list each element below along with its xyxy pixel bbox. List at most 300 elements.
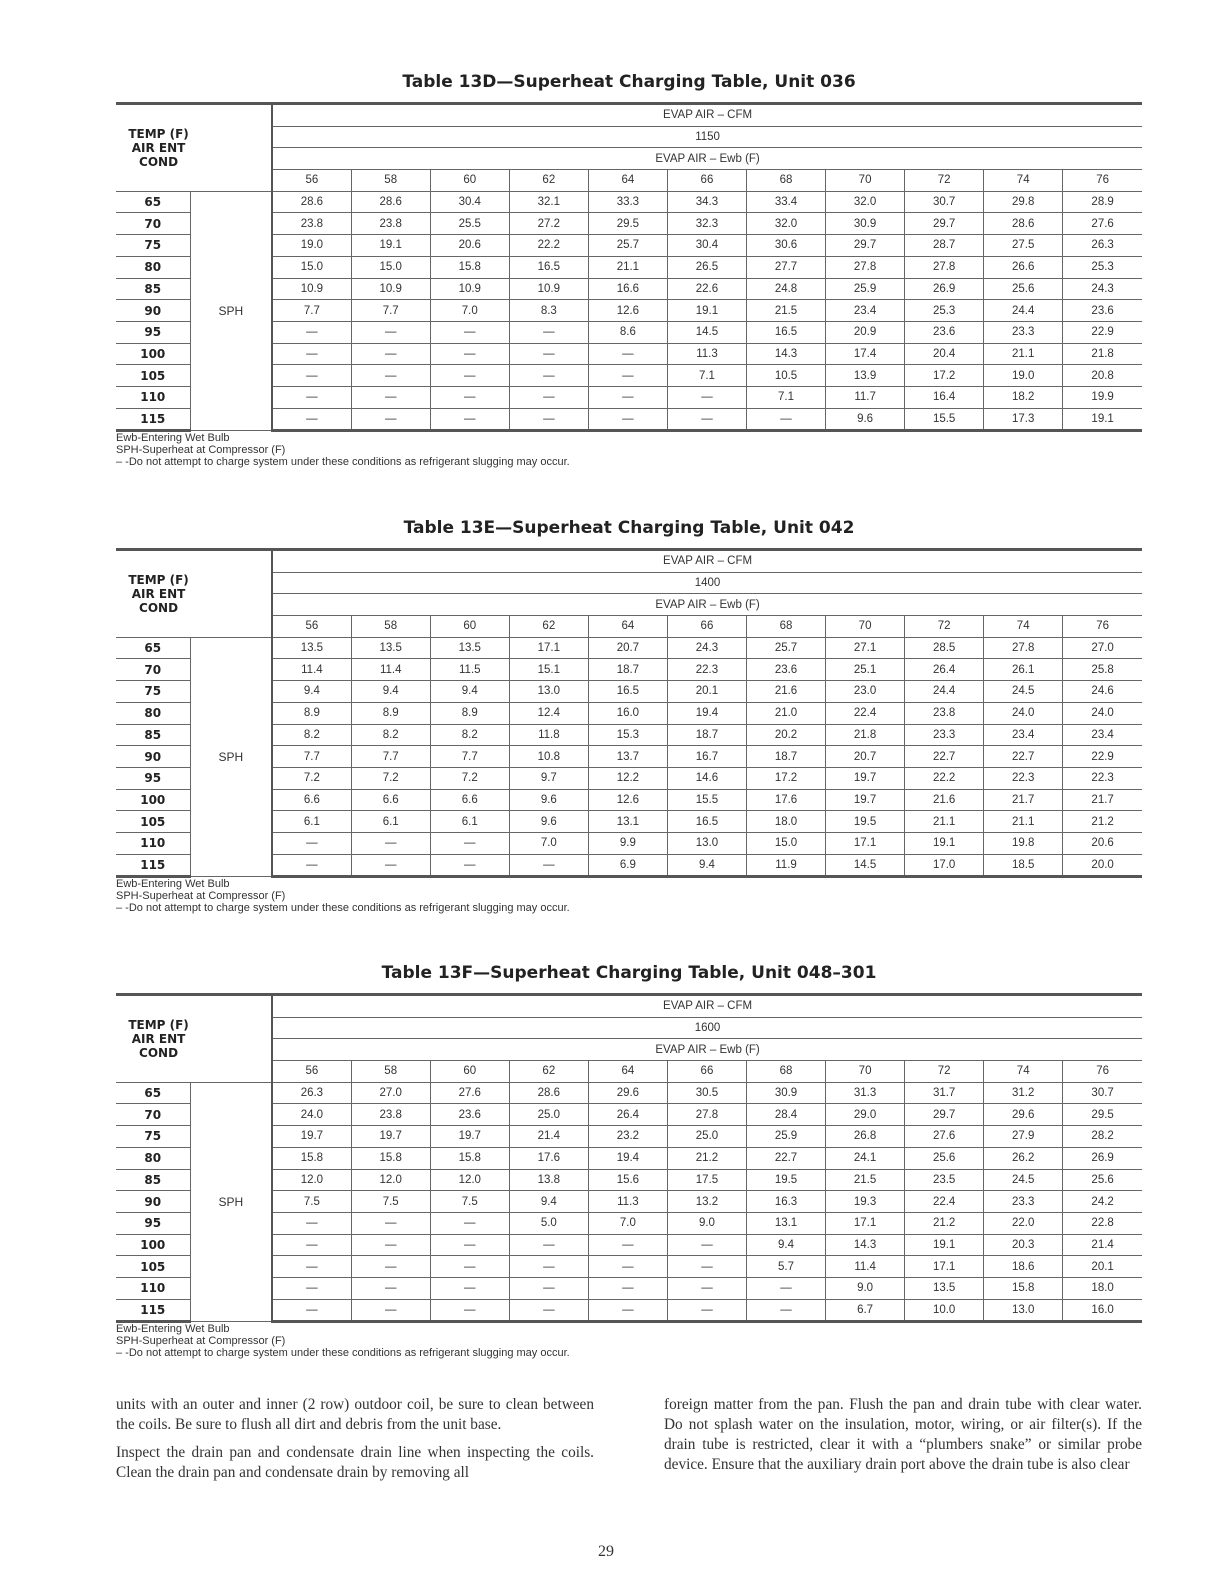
table-cell: 20.7 <box>588 637 667 659</box>
table-cell: 13.1 <box>746 1212 825 1234</box>
table-cell: 21.1 <box>984 811 1063 833</box>
table-cell: 22.3 <box>667 659 746 681</box>
table-cell: — <box>351 386 430 408</box>
evap-air-cfm-value: 1600 <box>272 1017 1142 1039</box>
table-cell: 9.0 <box>826 1277 905 1299</box>
table-cell: 28.6 <box>984 213 1063 235</box>
table-cell: 9.6 <box>826 408 905 431</box>
table-cell: 22.9 <box>1063 746 1142 768</box>
table-cell: 18.0 <box>746 811 825 833</box>
table-cell: 21.1 <box>905 811 984 833</box>
table-cell: 21.2 <box>1063 811 1142 833</box>
table-cell: 29.6 <box>588 1082 667 1104</box>
table-cell: 23.6 <box>430 1104 509 1126</box>
table-cell: — <box>351 1256 430 1278</box>
evap-air-ewb-label: EVAP AIR – Ewb (F) <box>272 594 1142 616</box>
table-cell: 21.2 <box>905 1212 984 1234</box>
table-cell: — <box>667 1277 746 1299</box>
table-cell: 25.6 <box>905 1147 984 1169</box>
temp-row-label: 90 <box>116 300 190 322</box>
ewb-column-header: 74 <box>984 1061 1063 1083</box>
table-cell: 22.3 <box>984 767 1063 789</box>
temp-row-label: 105 <box>116 1256 190 1278</box>
table-cell: 25.5 <box>430 213 509 235</box>
table-cell: — <box>667 1299 746 1322</box>
table-cell: 24.0 <box>984 702 1063 724</box>
table-cell: — <box>588 386 667 408</box>
temp-row-label: 85 <box>116 724 190 746</box>
temp-row-label: 85 <box>116 1169 190 1191</box>
table-legend <box>116 1323 1016 1359</box>
table-cell: 18.7 <box>746 746 825 768</box>
table-cell: 7.5 <box>351 1191 430 1213</box>
table-cell: 13.9 <box>826 365 905 387</box>
table-cell: 26.3 <box>1063 235 1142 257</box>
table-cell: 20.1 <box>1063 1256 1142 1278</box>
table-cell: 32.0 <box>826 191 905 213</box>
table-cell: — <box>509 1277 588 1299</box>
table-cell: 7.2 <box>351 767 430 789</box>
table-cell: 12.6 <box>588 300 667 322</box>
temp-row-label: 65 <box>116 1082 190 1104</box>
table-row <box>116 1082 1142 1104</box>
table-cell: 16.5 <box>588 681 667 703</box>
paragraph: units with an outer and inner (2 row) outdoor coil, be sure to clean between the coils. Be sure to flush all dirt and debris from the unit base. <box>116 1396 594 1433</box>
table-cell: 13.0 <box>509 681 588 703</box>
table-cell: 28.6 <box>272 191 351 213</box>
table-cell: 25.9 <box>826 278 905 300</box>
table-cell: 12.6 <box>588 789 667 811</box>
evap-air-cfm-value: 1150 <box>272 126 1142 148</box>
table-cell: 20.9 <box>826 321 905 343</box>
table-cell: — <box>746 408 825 431</box>
table-cell: — <box>272 408 351 431</box>
table-cell: 27.6 <box>905 1126 984 1148</box>
ewb-column-header: 64 <box>588 170 667 192</box>
table-cell: 8.2 <box>430 724 509 746</box>
table-cell: 7.5 <box>430 1191 509 1213</box>
table-cell: 24.8 <box>746 278 825 300</box>
table-cell: 16.3 <box>746 1191 825 1213</box>
table-cell: 21.1 <box>588 256 667 278</box>
table-cell: 15.8 <box>351 1147 430 1169</box>
paragraph: foreign matter from the pan. Flush the pan and drain tube with clear water. Do not splash water on the insulation, motor, wiring, or air filter(s). If the drain tube is restricted, clear it with a “plumbers snake” or similar probe device. Ensure that the auxiliary drain port above the drain tube is also clear <box>664 1396 1142 1473</box>
superheat-table <box>116 102 1142 432</box>
table-cell: 30.9 <box>826 213 905 235</box>
temp-row-label: 70 <box>116 659 190 681</box>
table-cell: 15.8 <box>272 1147 351 1169</box>
table-cell: 23.8 <box>351 1104 430 1126</box>
table-cell: 25.8 <box>1063 659 1142 681</box>
table-legend <box>116 432 1016 468</box>
table-cell: 9.0 <box>667 1212 746 1234</box>
ewb-column-header: 68 <box>746 1061 825 1083</box>
table-cell: 13.0 <box>984 1299 1063 1322</box>
table-cell: 15.5 <box>667 789 746 811</box>
table-cell: 24.3 <box>1063 278 1142 300</box>
table-cell: 19.7 <box>351 1126 430 1148</box>
table-cell: 13.5 <box>351 637 430 659</box>
table-cell: 12.0 <box>430 1169 509 1191</box>
table-cell: 30.9 <box>746 1082 825 1104</box>
table-cell: 29.5 <box>588 213 667 235</box>
table-cell: 11.3 <box>588 1191 667 1213</box>
table-cell: 15.1 <box>509 659 588 681</box>
table-cell: 14.5 <box>826 854 905 877</box>
table-cell: 8.9 <box>272 702 351 724</box>
table-cell: 17.1 <box>905 1256 984 1278</box>
table-cell: 17.1 <box>826 832 905 854</box>
table-cell: 9.4 <box>272 681 351 703</box>
ewb-column-header: 60 <box>430 1061 509 1083</box>
table-cell: 21.1 <box>984 343 1063 365</box>
body-text-right <box>664 1395 1142 1483</box>
table-cell: 7.1 <box>667 365 746 387</box>
table-cell: 20.6 <box>1063 832 1142 854</box>
ewb-column-header: 74 <box>984 170 1063 192</box>
ewb-column-header: 72 <box>905 170 984 192</box>
table-cell: 20.7 <box>826 746 905 768</box>
table-cell: 17.1 <box>509 637 588 659</box>
table-cell: 19.7 <box>826 767 905 789</box>
ewb-column-header: 62 <box>509 170 588 192</box>
table-cell: 25.9 <box>746 1126 825 1148</box>
sph-label: SPH <box>190 637 272 877</box>
table-cell: — <box>509 1299 588 1322</box>
table-cell: 21.2 <box>667 1147 746 1169</box>
ewb-column-header: 68 <box>746 616 825 638</box>
table-cell: 15.8 <box>984 1277 1063 1299</box>
table-cell: 17.5 <box>667 1169 746 1191</box>
table-cell: 24.2 <box>1063 1191 1142 1213</box>
table-cell: 23.8 <box>905 702 984 724</box>
table-cell: 20.1 <box>667 681 746 703</box>
ewb-column-header: 56 <box>272 1061 351 1083</box>
table-cell: — <box>746 1299 825 1322</box>
legend-line: SPH-Superheat at Compressor (F) <box>116 1335 286 1347</box>
page-number: 29 <box>598 1543 614 1560</box>
table-cell: 20.0 <box>1063 854 1142 877</box>
table-cell: — <box>272 365 351 387</box>
table-cell: 26.2 <box>984 1147 1063 1169</box>
table-cell: 27.6 <box>430 1082 509 1104</box>
table-cell: 9.7 <box>509 767 588 789</box>
table-cell: 26.1 <box>984 659 1063 681</box>
table-cell: 15.6 <box>588 1169 667 1191</box>
legend-line: – -Do not attempt to charge system under these conditions as refrigerant slugging may occur. <box>116 902 570 914</box>
table-cell: 13.7 <box>588 746 667 768</box>
table-cell: 13.1 <box>588 811 667 833</box>
table-cell: — <box>746 1277 825 1299</box>
table-cell: 16.0 <box>588 702 667 724</box>
table-cell: 27.7 <box>746 256 825 278</box>
table-cell: — <box>272 1234 351 1256</box>
table-title: Table 13D—Superheat Charging Table, Unit 036 <box>402 72 856 92</box>
table-cell: 19.4 <box>588 1147 667 1169</box>
superheat-table <box>116 993 1142 1323</box>
table-cell: 16.0 <box>1063 1299 1142 1322</box>
temp-row-label: 75 <box>116 1126 190 1148</box>
table-cell: 34.3 <box>667 191 746 213</box>
ewb-column-header: 62 <box>509 1061 588 1083</box>
table-cell: 19.7 <box>430 1126 509 1148</box>
table-cell: 24.6 <box>1063 681 1142 703</box>
table-cell: 9.6 <box>509 811 588 833</box>
table-cell: 26.9 <box>1063 1147 1142 1169</box>
table-cell: 17.1 <box>826 1212 905 1234</box>
table-cell: 14.5 <box>667 321 746 343</box>
evap-air-cfm-label: EVAP AIR – CFM <box>272 104 1142 127</box>
temp-row-label: 110 <box>116 1277 190 1299</box>
table-cell: 26.9 <box>905 278 984 300</box>
table-cell: 29.6 <box>984 1104 1063 1126</box>
table-cell: 22.3 <box>1063 767 1142 789</box>
table-cell: 21.7 <box>1063 789 1142 811</box>
table-cell: — <box>430 1299 509 1322</box>
table-cell: 18.5 <box>984 854 1063 877</box>
table-cell: 15.8 <box>430 1147 509 1169</box>
table-cell: — <box>351 1212 430 1234</box>
table-cell: 23.3 <box>984 1191 1063 1213</box>
evap-air-ewb-label: EVAP AIR – Ewb (F) <box>272 148 1142 170</box>
table-cell: — <box>509 343 588 365</box>
ewb-column-header: 72 <box>905 616 984 638</box>
table-cell: 25.7 <box>746 637 825 659</box>
table-cell: — <box>272 386 351 408</box>
table-cell: — <box>351 832 430 854</box>
table-cell: 5.0 <box>509 1212 588 1234</box>
table-cell: 22.2 <box>509 235 588 257</box>
table-cell: 19.1 <box>905 832 984 854</box>
table-cell: 21.5 <box>826 1169 905 1191</box>
table-cell: 25.3 <box>905 300 984 322</box>
ewb-column-header: 56 <box>272 616 351 638</box>
table-cell: 19.7 <box>826 789 905 811</box>
table-cell: 17.3 <box>984 408 1063 431</box>
table-cell: 18.6 <box>984 1256 1063 1278</box>
table-cell: 12.4 <box>509 702 588 724</box>
label-line: AIR ENT <box>131 586 186 601</box>
table-cell: 20.2 <box>746 724 825 746</box>
ewb-column-header: 72 <box>905 1061 984 1083</box>
ewb-column-header: 76 <box>1063 170 1142 192</box>
table-cell: 27.8 <box>826 256 905 278</box>
table-cell: 10.5 <box>746 365 825 387</box>
temp-row-label: 95 <box>116 1212 190 1234</box>
table-cell: 30.5 <box>667 1082 746 1104</box>
table-cell: — <box>509 1256 588 1278</box>
table-cell: — <box>430 408 509 431</box>
table-cell: 26.6 <box>984 256 1063 278</box>
table-cell: 23.4 <box>984 724 1063 746</box>
table-cell: 9.6 <box>509 789 588 811</box>
table-cell: 15.8 <box>430 256 509 278</box>
temp-row-label: 110 <box>116 832 190 854</box>
ewb-column-header: 70 <box>826 170 905 192</box>
table-cell: 23.0 <box>826 681 905 703</box>
table-cell: 19.1 <box>905 1234 984 1256</box>
table-cell: 23.3 <box>905 724 984 746</box>
table-cell: — <box>588 1234 667 1256</box>
table-cell: 9.4 <box>351 681 430 703</box>
table-cell: 27.6 <box>1063 213 1142 235</box>
table-cell: 23.8 <box>351 213 430 235</box>
superheat-table <box>116 548 1142 878</box>
table-cell: — <box>588 1277 667 1299</box>
ewb-column-header: 76 <box>1063 616 1142 638</box>
table-cell: 24.5 <box>984 1169 1063 1191</box>
table-cell: 21.6 <box>746 681 825 703</box>
table-cell: 8.9 <box>430 702 509 724</box>
legend-line: SPH-Superheat at Compressor (F) <box>116 444 286 456</box>
table-cell: 14.6 <box>667 767 746 789</box>
table-cell: 23.6 <box>1063 300 1142 322</box>
table-cell: 24.0 <box>1063 702 1142 724</box>
table-cell: — <box>430 1256 509 1278</box>
table-cell: 19.1 <box>667 300 746 322</box>
table-cell: 16.5 <box>667 811 746 833</box>
table-cell: 7.0 <box>588 1212 667 1234</box>
table-cell: 21.4 <box>509 1126 588 1148</box>
table-cell: 25.3 <box>1063 256 1142 278</box>
table-cell: 9.4 <box>746 1234 825 1256</box>
label-line: TEMP (F) <box>128 572 189 587</box>
table-cell: 24.4 <box>984 300 1063 322</box>
table-cell: 7.5 <box>272 1191 351 1213</box>
table-cell: — <box>430 321 509 343</box>
table-cell: 15.0 <box>746 832 825 854</box>
table-cell: 21.6 <box>905 789 984 811</box>
table-cell: — <box>509 365 588 387</box>
table-cell: 8.9 <box>351 702 430 724</box>
table-cell: — <box>430 832 509 854</box>
table-cell: — <box>509 386 588 408</box>
table-cell: 22.7 <box>746 1147 825 1169</box>
table-cell: 6.1 <box>430 811 509 833</box>
table-cell: 21.0 <box>746 702 825 724</box>
table-cell: 19.7 <box>272 1126 351 1148</box>
table-cell: 13.5 <box>430 637 509 659</box>
table-cell: — <box>667 1234 746 1256</box>
table-cell: 27.8 <box>984 637 1063 659</box>
table-cell: 23.4 <box>826 300 905 322</box>
table-cell: 6.6 <box>430 789 509 811</box>
ewb-column-header: 64 <box>588 1061 667 1083</box>
table-cell: — <box>351 321 430 343</box>
label-line: COND <box>139 154 179 169</box>
table-cell: 18.2 <box>984 386 1063 408</box>
table-cell: — <box>272 343 351 365</box>
table-cell: — <box>351 1299 430 1322</box>
temp-row-label: 80 <box>116 256 190 278</box>
evap-air-cfm-value: 1400 <box>272 572 1142 594</box>
table-cell: 27.5 <box>984 235 1063 257</box>
table-cell: — <box>351 1277 430 1299</box>
table-cell: 31.2 <box>984 1082 1063 1104</box>
temp-row-label: 65 <box>116 191 190 213</box>
table-title: Table 13F—Superheat Charging Table, Unit 048–301 <box>381 963 877 983</box>
table-cell: 10.9 <box>351 278 430 300</box>
table-cell: 23.4 <box>1063 724 1142 746</box>
table-cell: 32.3 <box>667 213 746 235</box>
table-cell: — <box>272 1277 351 1299</box>
ewb-column-header: 70 <box>826 616 905 638</box>
table-cell: 19.3 <box>826 1191 905 1213</box>
table-cell: 8.2 <box>272 724 351 746</box>
table-cell: — <box>509 408 588 431</box>
legend-line: SPH-Superheat at Compressor (F) <box>116 890 286 902</box>
evap-air-cfm-label: EVAP AIR – CFM <box>272 550 1142 573</box>
table-cell: 15.3 <box>588 724 667 746</box>
table-cell: 19.1 <box>351 235 430 257</box>
temp-air-ent-cond-label <box>116 550 272 638</box>
paragraph: Inspect the drain pan and condensate drain line when inspecting the coils. Clean the drain pan and condensate drain by removing all <box>116 1444 594 1481</box>
table-cell: 19.5 <box>826 811 905 833</box>
table-cell: 11.4 <box>272 659 351 681</box>
table-cell: — <box>509 854 588 877</box>
table-cell: 19.4 <box>667 702 746 724</box>
table-cell: 20.4 <box>905 343 984 365</box>
table-cell: 6.1 <box>272 811 351 833</box>
ewb-column-header: 58 <box>351 616 430 638</box>
temp-row-label: 70 <box>116 213 190 235</box>
ewb-column-header: 58 <box>351 170 430 192</box>
table-cell: 26.5 <box>667 256 746 278</box>
table-cell: 13.8 <box>509 1169 588 1191</box>
temp-row-label: 75 <box>116 235 190 257</box>
table-cell: 12.0 <box>272 1169 351 1191</box>
ewb-column-header: 66 <box>667 616 746 638</box>
table-cell: 13.5 <box>272 637 351 659</box>
table-cell: 19.0 <box>272 235 351 257</box>
table-cell: 23.6 <box>746 659 825 681</box>
label-line: TEMP (F) <box>128 126 189 141</box>
table-cell: 22.7 <box>984 746 1063 768</box>
table-cell: 23.5 <box>905 1169 984 1191</box>
table-cell: 10.0 <box>905 1299 984 1322</box>
table-cell: 17.6 <box>509 1147 588 1169</box>
table-cell: 25.1 <box>826 659 905 681</box>
evap-air-cfm-label: EVAP AIR – CFM <box>272 995 1142 1018</box>
table-cell: 27.0 <box>1063 637 1142 659</box>
table-cell: 11.3 <box>667 343 746 365</box>
ewb-column-header: 62 <box>509 616 588 638</box>
table-cell: 24.3 <box>667 637 746 659</box>
temp-row-label: 85 <box>116 278 190 300</box>
table-cell: 13.0 <box>667 832 746 854</box>
table-cell: 27.8 <box>905 256 984 278</box>
temp-row-label: 100 <box>116 343 190 365</box>
evap-air-ewb-label: EVAP AIR – Ewb (F) <box>272 1039 1142 1061</box>
table-cell: 16.4 <box>905 386 984 408</box>
table-cell: 29.7 <box>826 235 905 257</box>
table-cell: 19.1 <box>1063 408 1142 431</box>
table-cell: 23.8 <box>272 213 351 235</box>
table-cell: 14.3 <box>746 343 825 365</box>
table-cell: 26.4 <box>588 1104 667 1126</box>
table-cell: 25.6 <box>1063 1169 1142 1191</box>
temp-row-label: 100 <box>116 1234 190 1256</box>
ewb-column-header: 64 <box>588 616 667 638</box>
legend-line: – -Do not attempt to charge system under these conditions as refrigerant slugging may occur. <box>116 1347 570 1359</box>
table-cell: 26.4 <box>905 659 984 681</box>
table-cell: — <box>351 1234 430 1256</box>
temp-row-label: 70 <box>116 1104 190 1126</box>
table-cell: 15.0 <box>272 256 351 278</box>
temp-row-label: 95 <box>116 321 190 343</box>
table-cell: 25.6 <box>984 278 1063 300</box>
table-cell: 33.3 <box>588 191 667 213</box>
